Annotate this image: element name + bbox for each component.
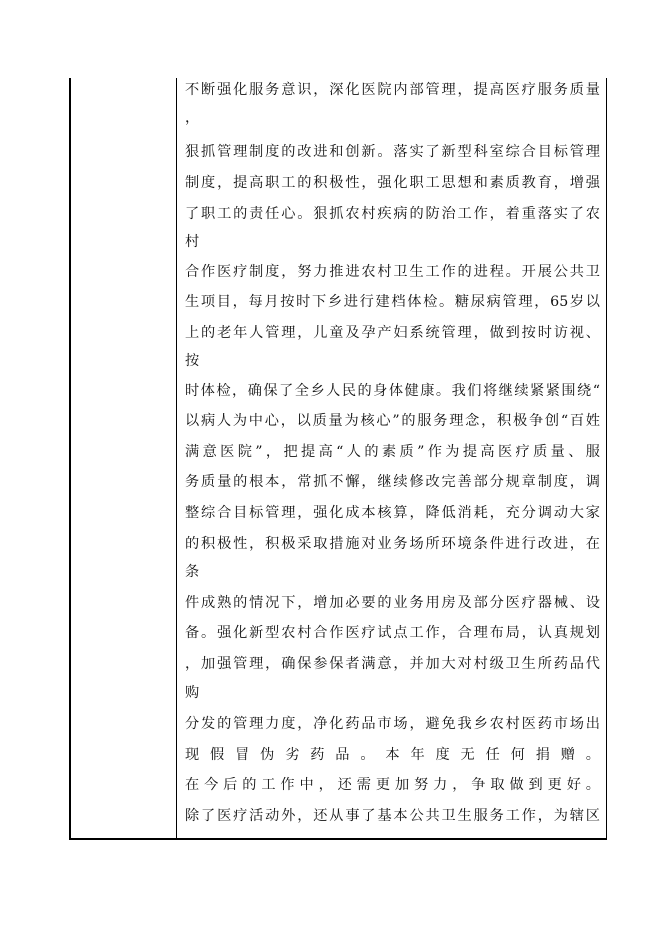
text-line: 时体检，确保了全乡人民的身体健康。我们将继续紧紧围绕“ [185,383,600,399]
text-line: 备。强化新型农村合作医疗试点工作，合理布局，认真规划 [185,625,600,641]
table-right-border [606,78,607,839]
text-line: 合作医疗制度，努力推进农村卫生工作的进程。开展公共卫 [185,264,600,280]
text-line: 狠抓管理制度的改进和创新。落实了新型科室综合目标管理 [185,144,600,160]
table-left-border [69,78,71,839]
text-line: 上的老年人管理，儿童及孕产妇系统管理，做到按时访视、 [185,325,600,341]
text-line: 分发的管理力度，净化药品市场，避免我乡农村医药市场出 [185,716,600,732]
text-line: 生项目，每月按时下乡进行建档体检。糖尿病管理，65岁以 [185,294,600,310]
text-line: 购 [185,685,200,701]
text-line: 按 [185,353,200,369]
text-line: 务质量的根本，常抓不懈，继续修改完善部分规章制度，调 [185,474,600,490]
text-line: 以病人为中心，以质量为核心”的服务理念，积极争创“百姓 [185,413,600,429]
text-line: 在 今 后 的 工 作 中 ， 还 需 更 加 努 力 ， 争 取 做 到 更 好 。 [185,777,600,793]
text-line: 件成熟的情况下，增加必要的业务用房及部分医疗器械、设 [185,595,600,611]
text-line: 不断强化服务意识，深化医院内部管理，提高医疗服务质量 [185,82,600,98]
text-line: 条 [185,564,200,580]
text-line: ， [185,110,200,126]
text-line: 除了医疗活动外，还从事了基本公共卫生服务工作，为辖区 [185,808,600,824]
text-line: 制度，提高职工的积极性，强化职工思想和素质教育，增强 [185,175,600,191]
text-line: ，加强管理，确保参保者满意，并加大对村级卫生所药品代 [185,656,600,672]
text-line: 的积极性，积极采取措施对业务场所环境条件进行改进，在 [185,536,600,552]
text-line: 村 [185,234,200,250]
table-bottom-border [69,838,607,840]
text-line: 满意医院”，把提高“人的素质”作为提高医疗质量、服 [185,444,600,460]
text-line: 整综合目标管理，强化成本核算，降低消耗，充分调动大家 [185,505,600,521]
text-line: 现 假 冒 伪 劣 药 品 。 本 年 度 无 任 何 捐 赠 。 [185,747,600,763]
text-line: 了职工的责任心。狠抓农村疾病的防治工作，着重落实了农 [185,206,600,222]
table-column-divider [176,78,177,839]
